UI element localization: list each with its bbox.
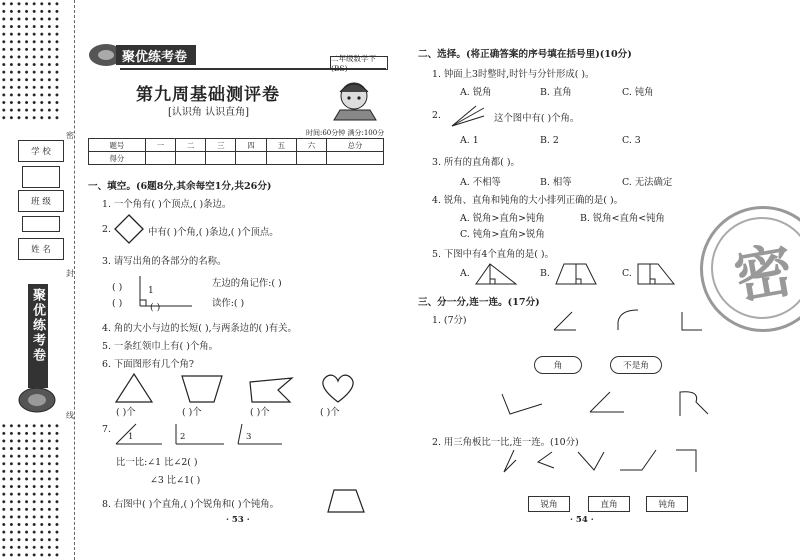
q3-option-a[interactable]: A. 不相等 [460,177,501,188]
s3-q1: 1. (7分) [432,315,467,326]
q2-option-a[interactable]: A. 1 [460,135,479,146]
angle-part-blank-1[interactable]: ( ) [112,282,123,293]
choice-q5: 5. 下图中有4个直角的是( )。 [432,249,554,260]
fill-q4: 4. 角的大小与边的长短( ),与两条边的( )有关。 [102,323,297,334]
score-table [88,138,384,165]
school-field[interactable]: 学 校 [18,140,64,162]
score-col-5: 五 [266,139,296,152]
angle-part-blank-2[interactable]: ( ) [112,298,123,309]
class-field[interactable]: 班 级 [18,190,64,212]
score-cell[interactable] [327,152,384,165]
angle-part-blank-3[interactable]: ( ) [150,302,161,313]
q4-option-c[interactable]: C. 钝角>直角>锐角 [460,229,545,240]
trapezoid-shape [180,372,224,404]
q5-option-a[interactable]: A. [460,268,470,279]
figure-obtuse-angle [498,392,544,418]
fill-q1: 1. 一个角有( )个顶点,( )条边。 [102,199,232,210]
binding-label-2: 封 [66,269,74,278]
q3-option-c[interactable]: C. 无法确定 [622,177,673,188]
score-col-1: 一 [145,139,175,152]
score-cell[interactable] [236,152,266,165]
trapezoid-height-shape [554,262,598,286]
angle-3-mark: 3 [246,432,252,442]
diamond-shape [114,214,144,244]
score-col-3: 三 [206,139,236,152]
rays-diagram [450,104,486,128]
figure-curve [614,308,640,332]
fill-q2: 中有( )个角,( )条边,( )个顶点。 [148,227,279,238]
obtuse-angle-box[interactable]: 钝角 [646,496,688,512]
angle-notation: 左边的角记作:( ) [212,278,282,289]
score-col-2: 二 [176,139,206,152]
s3-q2: 2. 用三角板比一比,连一连。(10分) [432,437,579,448]
angle-1-mark: 1 [128,432,134,442]
brand-title: 聚优练考卷 [122,50,188,65]
cartoon-girl-icon [330,76,380,122]
q2-option-c[interactable]: C. 3 [622,135,641,146]
binding-line [74,0,75,560]
binding-label-3: 线 [66,411,74,420]
section-3-heading: 三、分一分,连一连。(17分) [418,297,540,308]
compare-line-2: ∠3 比∠1( ) [150,475,201,486]
angle-2-mark: 2 [180,432,186,442]
brand-banner [86,42,214,68]
heart-shape [320,372,356,404]
arrow-shape [248,374,294,406]
page-number-left: · 53 · [226,515,250,525]
dot-pattern-top [0,0,62,120]
section-2-heading: 二、选择。(将正确答案的序号填在括号里)(10分) [418,49,632,60]
choice-q4: 4. 锐角、直角和钝角的大小排列正确的是( )。 [432,195,623,206]
q1-option-b[interactable]: B. 直角 [540,87,572,98]
q5-option-b[interactable]: B. [540,268,550,279]
binding-label-1: 密 [66,131,74,140]
fill-q8: 8. 右图中( )个直角,( )个锐角和( )个钝角。 [102,499,280,510]
score-cell[interactable] [266,152,296,165]
right-trapezoid-shape [636,262,676,286]
q3-option-b[interactable]: B. 相等 [540,177,572,188]
figure-right-angle [680,310,704,332]
compare-line-1: 比一比:∠1 比∠2( ) [116,457,198,468]
time-info: 时间:60分钟 满分:100分 [306,129,385,137]
score-col-6: 六 [296,139,326,152]
confidential-stamp [700,206,800,332]
vertical-brand-text: 聚优练考卷 [30,288,45,363]
fill-q3: 3. 请写出角的各部分的名称。 [102,256,227,267]
triangle-shape [114,372,154,404]
not-angle-box[interactable]: 不是角 [610,356,662,374]
angle-reading: 读作:( ) [212,298,245,309]
page-subtitle: [认识角 认识直角] [168,107,249,118]
score-row-label: 得分 [89,152,146,165]
quadrilateral-shape [326,488,366,514]
compare-angle-figures [500,448,700,474]
score-col-total: 总分 [327,139,384,152]
q1-option-c[interactable]: C. 钝角 [622,87,654,98]
figure-open-angle [586,390,626,416]
shape-count-2[interactable]: ( )个 [182,407,202,418]
fill-q6: 6. 下面图形有几个角? [102,359,194,370]
figure-curved-line [676,388,710,418]
choice-q3: 3. 所有的直角都( )。 [432,157,520,168]
angle-compare-diagram [114,422,284,446]
name-field[interactable]: 姓 名 [18,238,64,260]
stamp-text: 密 [729,235,799,313]
class-underline [22,216,60,232]
q1-option-a[interactable]: A. 锐角 [460,87,492,98]
section-1-heading: 一、填空。(6题8分,其余每空1分,共26分) [88,181,272,192]
vertical-brand-logo [14,282,60,418]
dot-pattern-bottom [0,422,62,560]
right-angle-box[interactable]: 直角 [588,496,630,512]
angle-box[interactable]: 角 [534,356,582,374]
score-col-4: 四 [236,139,266,152]
score-cell[interactable] [206,152,236,165]
fill-q5: 5. 一条红领巾上有( )个角。 [102,341,218,352]
choice-q2: 这个图中有( )个角。 [494,113,580,124]
angle-mark: 1 [148,286,154,296]
choice-q2-num: 2. [432,110,441,121]
score-col-label: 题号 [89,139,146,152]
acute-angle-box[interactable]: 锐角 [528,496,570,512]
right-triangle-shape [474,262,518,286]
shape-count-3[interactable]: ( )个 [250,407,270,418]
fill-q7-num: 7. [102,424,111,435]
fill-q2-num: 2. [102,224,111,235]
page-number-right: · 54 · [570,515,594,525]
q5-option-c[interactable]: C. [622,268,632,279]
q2-option-b[interactable]: B. 2 [540,135,559,146]
q4-option-b[interactable]: B. 锐角<直角<钝角 [580,213,665,224]
score-cell[interactable] [145,152,175,165]
shape-count-4[interactable]: ( )个 [320,407,340,418]
grade-tag: 二年级数学下(BS) [330,56,388,70]
choice-q1: 1. 钟面上3时整时,时针与分针形成( )。 [432,69,595,80]
q4-option-a[interactable]: A. 锐角>直角>钝角 [460,213,545,224]
school-underline [22,166,60,188]
page-title: 第九周基础测评卷 [136,85,280,105]
shape-count-1[interactable]: ( )个 [116,407,136,418]
score-cell[interactable] [176,152,206,165]
score-cell[interactable] [296,152,326,165]
figure-acute-angle [552,310,578,332]
